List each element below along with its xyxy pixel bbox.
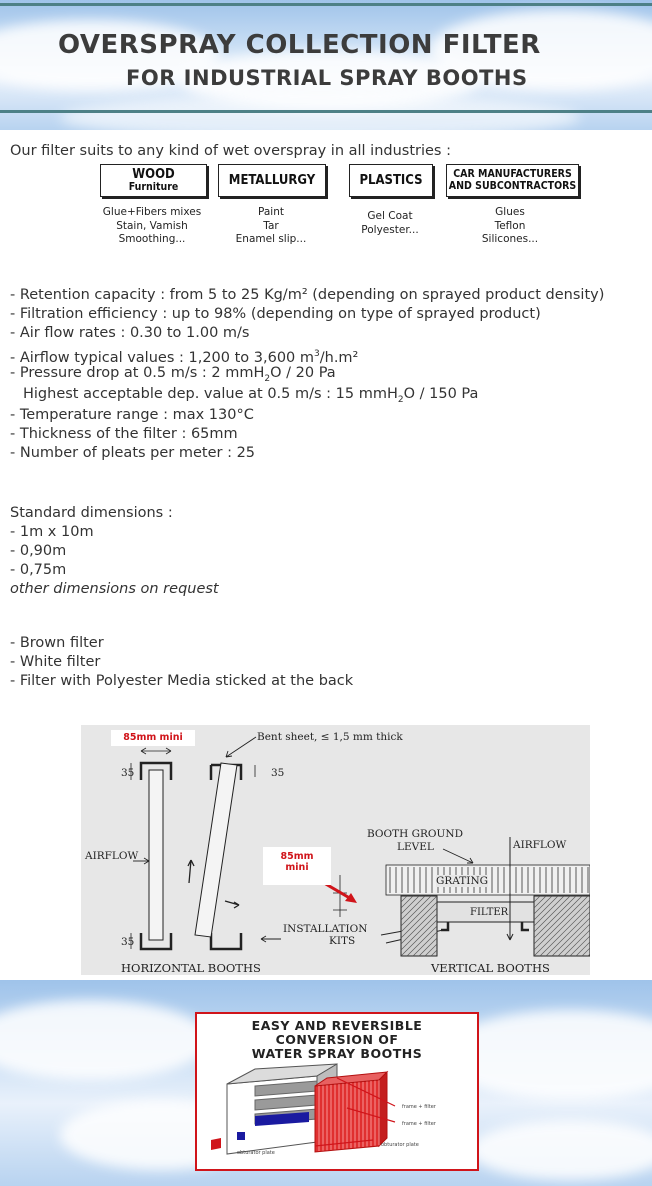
- callout-frame-filter-1: frame + filter: [402, 1104, 436, 1110]
- label-dim-35b: 35: [271, 767, 285, 779]
- variant-item: - Filter with Polyester Media sticked at the back: [10, 673, 354, 689]
- use-item: Stain, Vamish: [116, 219, 188, 232]
- label-horizontal-booths: HORIZONTAL BOOTHS: [121, 961, 261, 975]
- callout-obturator-1: obturator plate: [237, 1150, 275, 1156]
- industry-label: CAR MANUFACTURERS: [453, 168, 572, 181]
- spec-highest: [10, 385, 604, 404]
- use-item: Glue+Fibers mixes: [102, 206, 202, 218]
- spec-pressure: [10, 364, 604, 383]
- use-item: Silicones...: [481, 233, 539, 245]
- tag-85mm-mid: [263, 847, 331, 885]
- spec-pleats: - Number of pleats per meter : 25: [10, 445, 256, 461]
- industry-plastics-uses: [342, 210, 438, 237]
- variant-item: - White filter: [10, 654, 101, 670]
- industry-label: WOOD: [132, 167, 175, 183]
- spec-sub: 2: [264, 373, 271, 384]
- industry-metallurgy-uses: [216, 206, 326, 247]
- bottom-rule: [0, 110, 652, 113]
- booth-illustration: [197, 1014, 477, 1169]
- use-item: Enamel slip...: [235, 233, 307, 245]
- page-subtitle: FOR INDUSTRIAL SPRAY BOOTHS: [126, 66, 528, 90]
- tag-line: mini: [285, 862, 309, 873]
- industry-car-box: [446, 164, 579, 197]
- industry-car-uses: [460, 206, 560, 247]
- variants-list: [10, 634, 353, 691]
- top-rule: [0, 3, 652, 6]
- use-item: Gel Coat: [367, 210, 413, 222]
- label-installation: INSTALLATION: [283, 923, 368, 935]
- spec-airflow-rates: - Air flow rates : 0.30 to 1.00 m/s: [10, 325, 250, 341]
- specs-list: [10, 286, 604, 463]
- industry-wood-uses: [92, 206, 212, 247]
- dimension-item: - 1m x 10m: [10, 524, 94, 540]
- dimensions-note: other dimensions on request: [10, 581, 219, 597]
- spec-sub: 2: [397, 394, 404, 405]
- label-vertical-booths: VERTICAL BOOTHS: [431, 961, 550, 975]
- industry-metallurgy-box: [218, 164, 326, 197]
- use-item: Polyester...: [361, 223, 419, 236]
- tag-85mm-top: 85mm mini: [111, 730, 195, 746]
- promo-line: WATER SPRAY BOOTHS: [251, 1046, 423, 1061]
- use-item: Teflon: [494, 219, 526, 232]
- industry-sublabel: Furniture: [128, 180, 179, 193]
- dimensions-block: [10, 504, 219, 599]
- spec-text: /h.m²: [319, 349, 359, 366]
- dimension-item: - 0,75m: [10, 562, 67, 578]
- label-booth-ground: BOOTH GROUND: [367, 828, 463, 840]
- spec-efficiency: - Filtration efficiency : up to 98% (depending on type of sprayed product): [10, 306, 541, 322]
- spec-retention: - Retention capacity : from 5 to 25 Kg/m² (depending on sprayed product density): [10, 287, 605, 303]
- spec-temperature: - Temperature range : max 130°C: [10, 407, 254, 423]
- label-airflow-left: AIRFLOW: [85, 850, 139, 862]
- industry-wood-box: [100, 164, 207, 197]
- label-dim-35c: 35: [121, 936, 135, 948]
- use-item: Glues: [495, 206, 525, 218]
- promo-line: CONVERSION OF: [275, 1032, 399, 1047]
- dimensions-heading: Standard dimensions :: [10, 505, 173, 521]
- spec-text: - Airflow typical values : 1,200 to 3,600 m: [10, 349, 315, 366]
- dimension-item: - 0,90m: [10, 543, 67, 559]
- label-grating: GRATING: [436, 875, 489, 887]
- use-item: Paint: [258, 206, 284, 218]
- promo-line: EASY AND REVERSIBLE: [251, 1018, 423, 1033]
- installation-diagram: [81, 725, 590, 975]
- header-banner: [0, 0, 652, 130]
- spec-sup: 3: [314, 349, 320, 359]
- spec-text: O / 150 Pa: [403, 386, 479, 402]
- promo-box: [195, 1012, 479, 1171]
- spec-text: - Pressure drop at 0.5 m/s : 2 mmH: [10, 365, 265, 381]
- label-filter: FILTER: [470, 907, 509, 918]
- variant-item: - Brown filter: [10, 635, 104, 651]
- spec-text: O / 20 Pa: [270, 365, 336, 381]
- label-kits: KITS: [329, 935, 356, 947]
- industry-plastics-box: [349, 164, 433, 197]
- use-item: Tar: [263, 219, 279, 232]
- industry-label-2: AND SUBCONTRACTORS: [448, 179, 577, 192]
- page-title: OVERSPRAY COLLECTION FILTER: [58, 30, 541, 60]
- tag-line: 85mm: [280, 851, 314, 862]
- label-airflow-right: AIRFLOW: [513, 839, 567, 851]
- label-bent-sheet: Bent sheet, ≤ 1,5 mm thick: [257, 731, 403, 743]
- intro-text: Our filter suits to any kind of wet overspray in all industries :: [10, 143, 451, 159]
- spec-airflow-typical: [10, 345, 604, 364]
- label-dim-35a: 35: [121, 767, 135, 779]
- label-level: LEVEL: [397, 841, 434, 853]
- callout-obturator-2: obturator plate: [381, 1142, 419, 1148]
- industry-boxes: [0, 164, 652, 254]
- use-item: Smoothing...: [118, 233, 186, 245]
- industry-label: METALLURGY: [228, 172, 316, 188]
- callout-frame-filter-2: frame + filter: [402, 1121, 436, 1127]
- spec-thickness: - Thickness of the filter : 65mm: [10, 426, 238, 442]
- spec-text: Highest acceptable dep. value at 0.5 m/s : 15 mmH: [23, 386, 398, 402]
- industry-label: PLASTICS: [359, 172, 423, 188]
